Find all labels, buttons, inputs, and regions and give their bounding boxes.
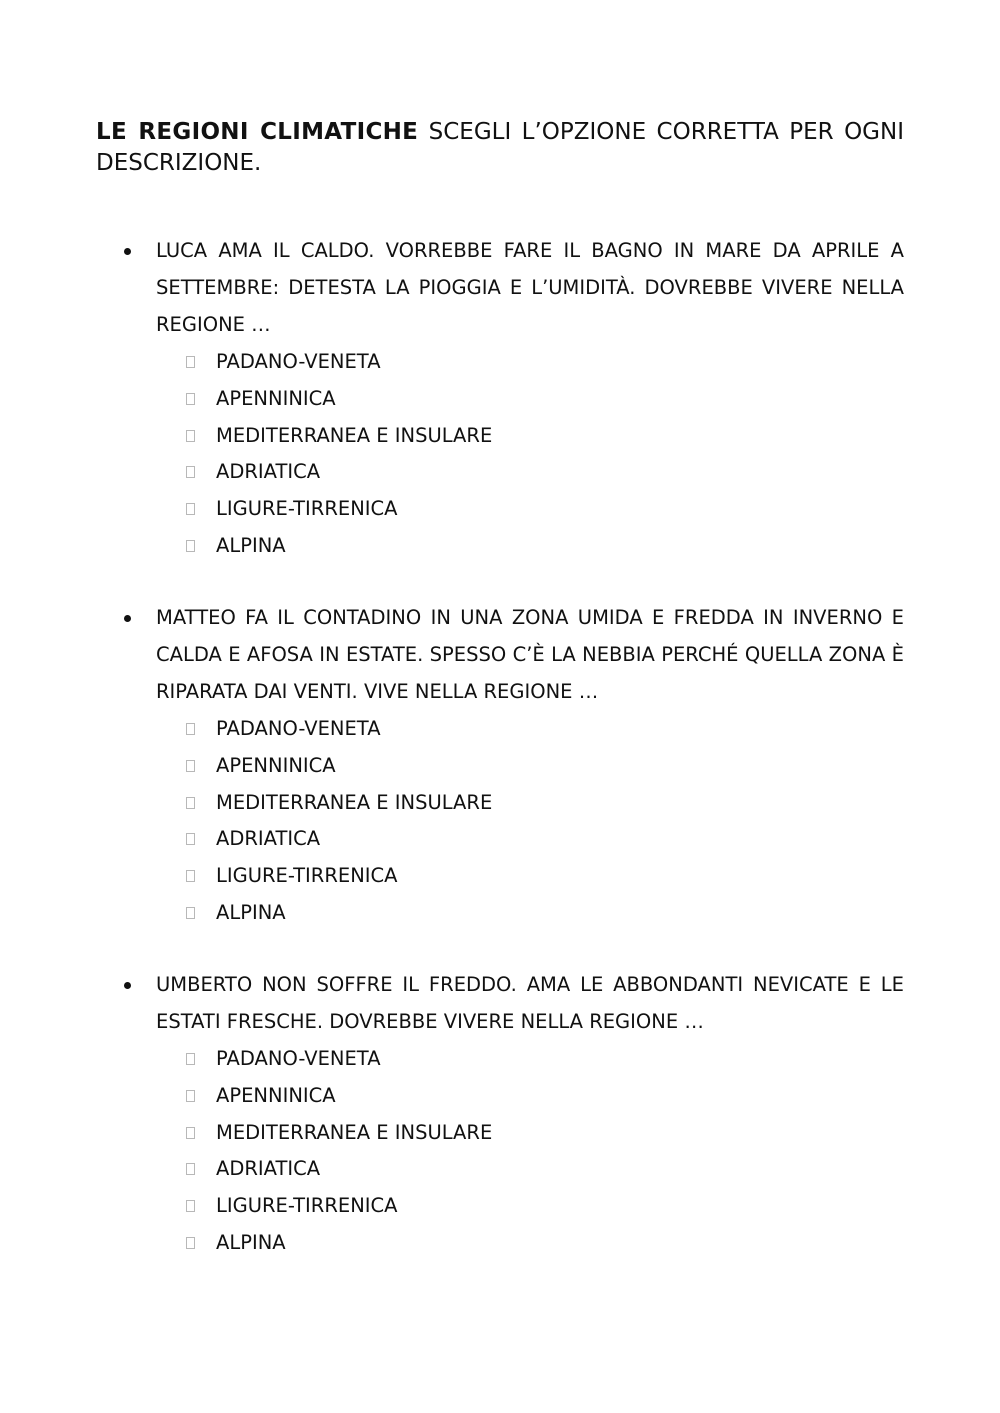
- option-label: MEDITERRANEA E INSULARE: [216, 423, 493, 447]
- option-padano-veneta[interactable]: [0, 1043, 1000, 1080]
- bullet-icon: [124, 248, 131, 255]
- option-label: MEDITERRANEA E INSULARE: [216, 790, 493, 814]
- checkbox-icon[interactable]: [186, 1053, 195, 1065]
- option-label: APENNINICA: [216, 753, 336, 777]
- question-text: LUCA AMA IL CALDO. VORREBBE FARE IL BAGNO IN MARE DA APRILE A SETTEMBRE: DETESTA LA PIOGGIA E L’UMIDITÀ. DOVREBBE VIVERE NELLA REGIONE …: [156, 239, 904, 336]
- bullet-icon: [124, 982, 131, 989]
- option-adriatica[interactable]: [0, 1153, 1000, 1190]
- option-label: ADRIATICA: [216, 460, 321, 484]
- checkbox-icon[interactable]: [186, 1090, 195, 1102]
- option-padano-veneta[interactable]: [0, 713, 1000, 750]
- checkbox-icon[interactable]: [186, 1163, 195, 1175]
- checkbox-icon[interactable]: [186, 1127, 195, 1139]
- checkbox-icon[interactable]: [186, 540, 195, 552]
- option-adriatica[interactable]: [0, 823, 1000, 860]
- checkbox-icon[interactable]: [186, 870, 195, 882]
- option-adriatica[interactable]: [0, 456, 1000, 493]
- option-mediterranea-e-insulare[interactable]: [0, 420, 1000, 457]
- option-alpina[interactable]: [0, 897, 1000, 934]
- option-mediterranea-e-insulare[interactable]: [0, 787, 1000, 824]
- option-alpina[interactable]: [0, 1227, 1000, 1264]
- option-label: ALPINA: [216, 1231, 286, 1254]
- option-label: PADANO-VENETA: [216, 717, 381, 740]
- option-label: ADRIATICA: [216, 1157, 321, 1181]
- checkbox-icon[interactable]: [186, 1200, 195, 1212]
- option-label: MEDITERRANEA E INSULARE: [216, 1120, 493, 1144]
- checkbox-icon[interactable]: [186, 1237, 195, 1249]
- question-text: UMBERTO NON SOFFRE IL FREDDO. AMA LE ABBONDANTI NEVICATE E LE ESTATI FRESCHE. DOVREBBE VIVERE NELLA REGIONE …: [156, 973, 904, 1033]
- option-label: ALPINA: [216, 901, 286, 924]
- option-ligure-tirrenica[interactable]: [0, 860, 1000, 897]
- option-apenninica[interactable]: [0, 1080, 1000, 1117]
- checkbox-icon[interactable]: [186, 393, 195, 405]
- option-mediterranea-e-insulare[interactable]: [0, 1117, 1000, 1154]
- checkbox-icon[interactable]: [186, 833, 195, 845]
- option-label: PADANO-VENETA: [216, 350, 381, 373]
- checkbox-icon[interactable]: [186, 430, 195, 442]
- option-label: ADRIATICA: [216, 827, 321, 851]
- option-label: PADANO-VENETA: [216, 1047, 381, 1070]
- title-bold: LE REGIONI CLIMATICHE: [96, 119, 419, 145]
- checkbox-icon[interactable]: [186, 797, 195, 809]
- worksheet-title: [96, 117, 904, 179]
- option-alpina[interactable]: [0, 530, 1000, 567]
- checkbox-icon[interactable]: [186, 356, 195, 368]
- option-ligure-tirrenica[interactable]: [0, 1190, 1000, 1227]
- checkbox-icon[interactable]: [186, 466, 195, 478]
- question-text: MATTEO FA IL CONTADINO IN UNA ZONA UMIDA E FREDDA IN INVERNO E CALDA E AFOSA IN ESTATE. SPESSO C’È LA NEBBIA PERCHÉ QUELLA ZONA È RIPARATA DAI VENTI. VIVE NELLA REGIONE …: [156, 606, 904, 703]
- option-label: LIGURE-TIRRENICA: [216, 1194, 398, 1218]
- option-apenninica[interactable]: [0, 383, 1000, 420]
- option-label: APENNINICA: [216, 1083, 336, 1107]
- checkbox-icon[interactable]: [186, 760, 195, 772]
- option-label: LIGURE-TIRRENICA: [216, 864, 398, 888]
- option-ligure-tirrenica[interactable]: [0, 493, 1000, 530]
- checkbox-icon[interactable]: [186, 723, 195, 735]
- bullet-icon: [124, 615, 131, 622]
- title-instruction: SCEGLI L’OPZIONE CORRETTA PER OGNI DESCRIZIONE.: [96, 119, 904, 176]
- option-label: LIGURE-TIRRENICA: [216, 497, 398, 521]
- option-apenninica[interactable]: [0, 750, 1000, 787]
- option-label: APENNINICA: [216, 386, 336, 410]
- option-label: ALPINA: [216, 534, 286, 557]
- checkbox-icon[interactable]: [186, 907, 195, 919]
- checkbox-icon[interactable]: [186, 503, 195, 515]
- option-padano-veneta[interactable]: [0, 346, 1000, 383]
